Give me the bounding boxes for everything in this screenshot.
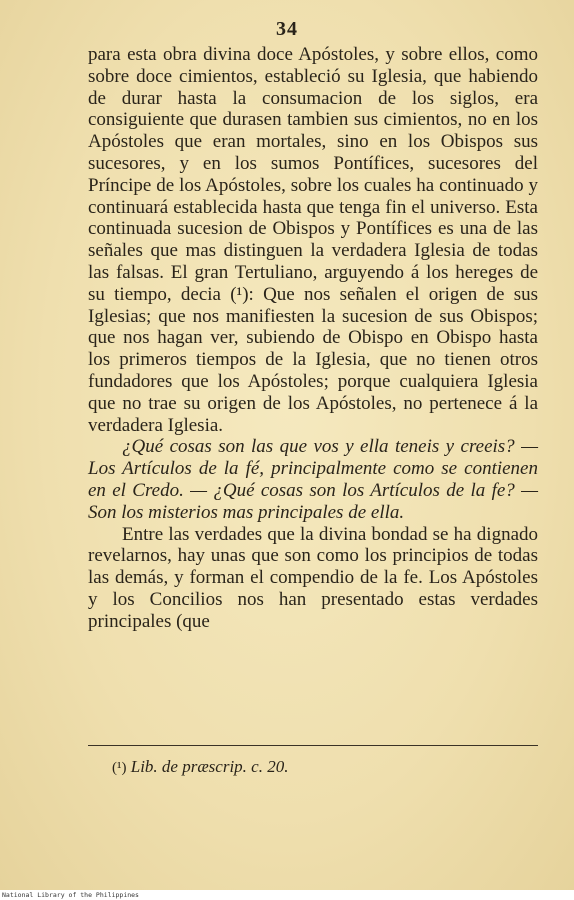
footer-bar: [0, 890, 574, 900]
footnote-text: Lib. de præscrip. c. 20.: [130, 757, 289, 776]
footnote: [112, 757, 288, 777]
page-number: 34: [276, 18, 298, 40]
footnote-mark: (¹): [112, 760, 127, 776]
page-body: [88, 44, 538, 633]
paragraph-3: Entre las verdades que la divina bondad se ha dignado revelarnos, hay unas que son como los principios de todas las demás, y forman el compendio de la fe. Los Apóstoles y los Concilios nos han presentado estas verdades principales (que: [88, 523, 538, 632]
paragraph-question: ¿Qué cosas son las que vos y ella teneis y creeis? — Los Artículos de la fé, principalmente como se contienen en el Credo. — ¿Qué cosas son los Artículos de la fe? — Son los misterios mas principales de ella.: [88, 436, 538, 523]
paragraph-1: para esta obra divina doce Apóstoles, y sobre ellos, como sobre doce cimientos, estableció su Iglesia, que habiendo de durar hasta la consumacion de los siglos, era consiguiente que durasen tambien sus cimientos, no en los Apóstoles que eran mortales, sino en los Obispos sus sucesores, y en los sumos Pontífices, sucesores del Príncipe de los Apóstoles, sobre los cuales ha continuado y continuará establecida hasta que tenga fin el universo. Esta continuada sucesion de Obispos y Pontífices es una de las señales que mas distinguen la verdadera Iglesia de todas las falsas. El gran Tertuliano, arguyendo á los hereges de su tiempo, decia (¹): Que nos señalen el origen de sus Iglesias; que nos manifiesten la sucesion de sus Obispos; que nos hagan ver, subiendo de Obispo en Obispo hasta los primeros tiempos de la Iglesia, que no tienen otros fundadores que los Apóstoles; porque cualquiera Iglesia que no trae su origen de los Apóstoles, no pertenece á la verdadera Iglesia.: [88, 44, 538, 436]
footer-credit: National Library of the Philippines: [2, 891, 139, 899]
footnote-rule: [88, 745, 538, 746]
